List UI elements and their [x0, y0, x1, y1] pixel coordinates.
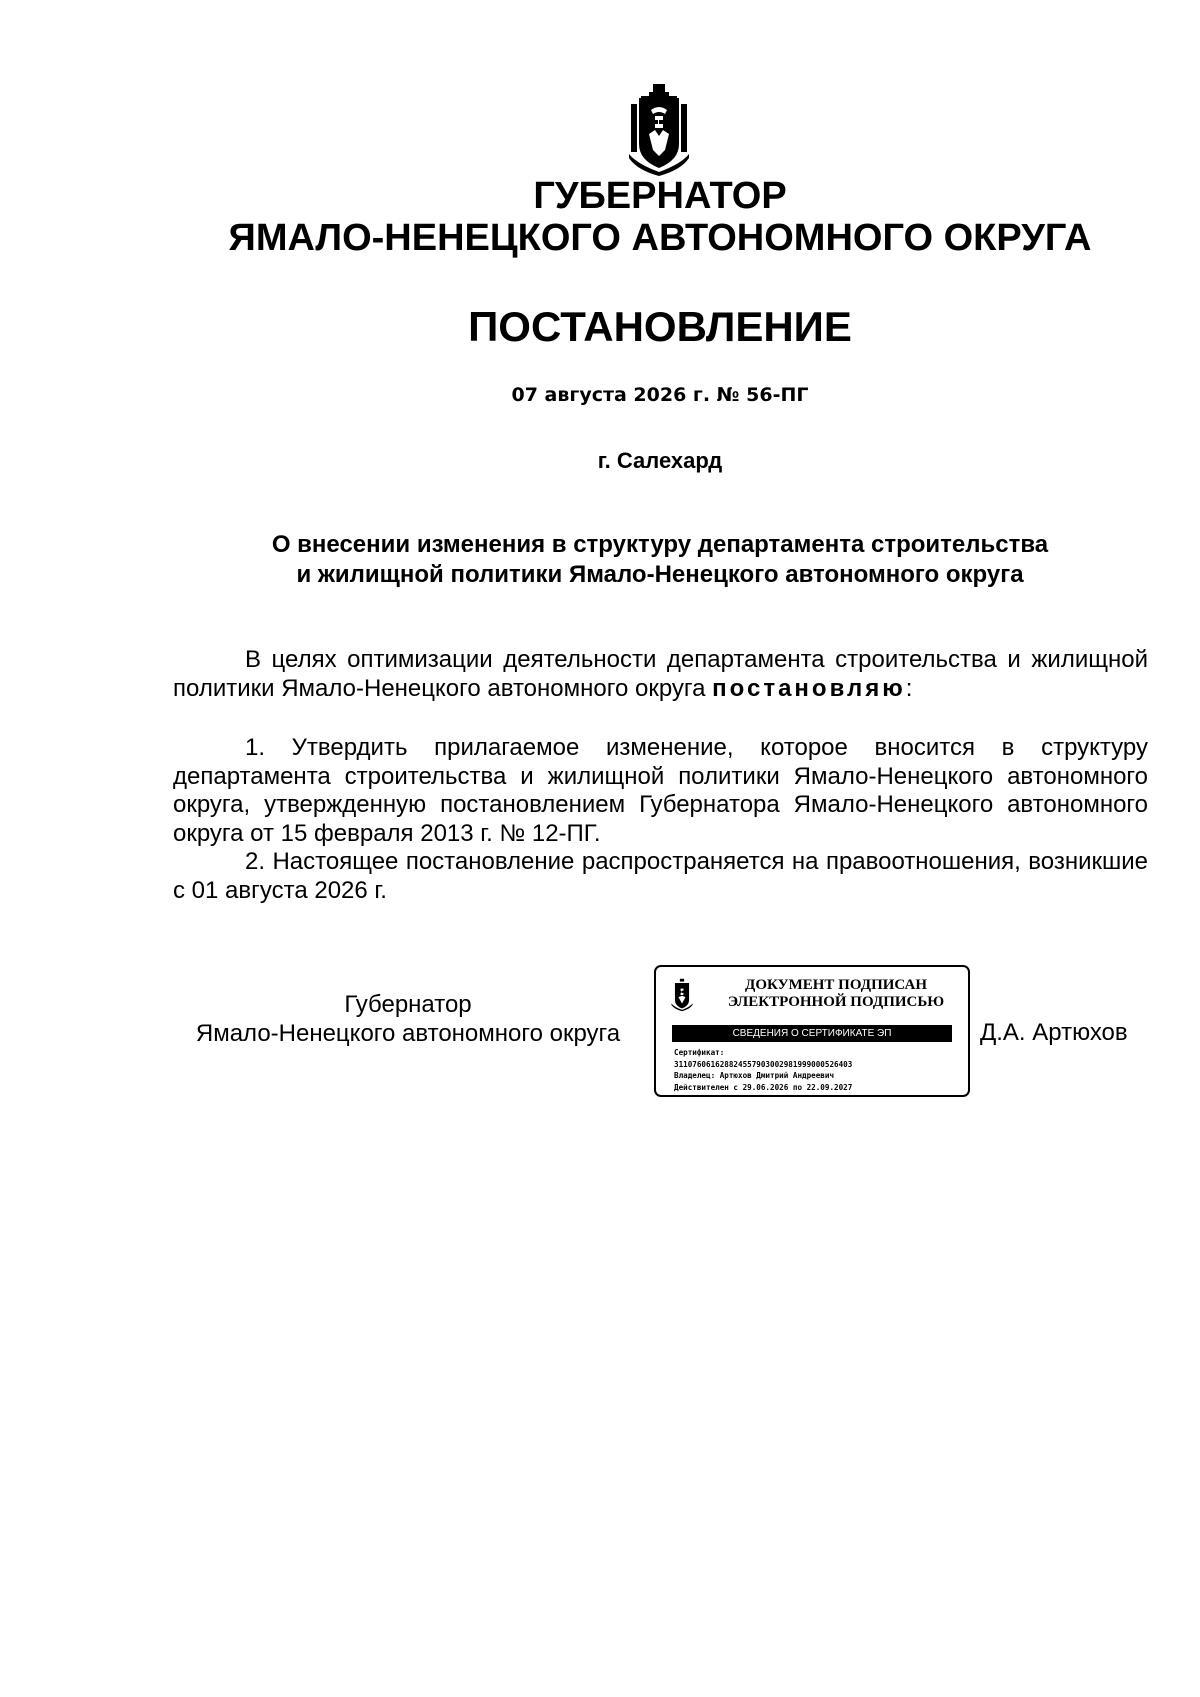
item-1: 1. Утвердить прилагаемое изменение, которое вносится в структуру департамента строительства и жилищной политики Ямало-Ненецкого автономного округа, утвержденную постановлением Губернатора Ямало-Ненецкого автономного округа от 15 февраля 2013 г. № 12-ПГ.	[173, 734, 1148, 847]
certificate-label: Сертификат:	[674, 1048, 725, 1057]
document-type: ПОСТАНОВЛЕНИЕ	[468, 303, 852, 350]
subject-line2: и жилищной политики Ямало-Ненецкого автономного округа	[296, 561, 1024, 588]
signatory-name: Д.А. Артюхов	[980, 1019, 1128, 1046]
subject-line1: О внесении изменения в структуру департамента строительства	[271, 531, 1049, 558]
preamble-end: :	[905, 674, 913, 702]
certificate-validity: Действителен с 29.06.2026 по 22.09.2027	[674, 1082, 853, 1092]
org-name-line1: ГУБЕРНАТОР	[533, 175, 787, 217]
item-2: 2. Настоящее постановление распространяется на правоотношения, возникшие с 01 августа 2026 г.	[173, 848, 1148, 904]
resolution-word: постановляю	[712, 674, 906, 702]
coat-of-arms-icon	[625, 84, 693, 176]
stamp-title	[716, 977, 956, 1011]
document-subject	[60, 530, 1200, 590]
resolution-items	[173, 734, 1148, 905]
stamp-title-line1: ДОКУМЕНТ ПОДПИСАН	[745, 977, 927, 993]
preamble	[173, 646, 1148, 703]
electronic-signature-stamp	[654, 965, 970, 1097]
certificate-owner: Владелец: Артюхов Дмитрий Андреевич	[674, 1071, 835, 1080]
date-and-number: 07 августа 2026 г. № 56-ПГ	[511, 384, 809, 406]
stamp-title-line2: ЭЛЕКТРОННОЙ ПОДПИСЬЮ	[727, 994, 945, 1010]
preamble-paragraph	[173, 646, 1148, 703]
position-line1: Губернатор	[344, 991, 472, 1018]
city: г. Салехард	[597, 448, 723, 473]
org-name-line2: ЯМАЛО-НЕНЕЦКОГО АВТОНОМНОГО ОКРУГА	[228, 217, 1092, 259]
certificate-info-bar: СВЕДЕНИЯ О СЕРТИФИКАТЕ ЭП	[672, 1025, 952, 1042]
coat-of-arms-icon	[670, 978, 694, 1012]
certificate-details	[674, 1047, 852, 1093]
position-line2: Ямало-Ненецкого автономного округа	[195, 1020, 621, 1047]
preamble-text: В целях оптимизации деятельности департамента строительства и жилищной политики Ямало-Ненецкого автономного округа	[173, 646, 1148, 702]
signatory-position	[173, 990, 643, 1048]
certificate-number: 31107606162882455790300298199900052640З	[674, 1059, 853, 1069]
